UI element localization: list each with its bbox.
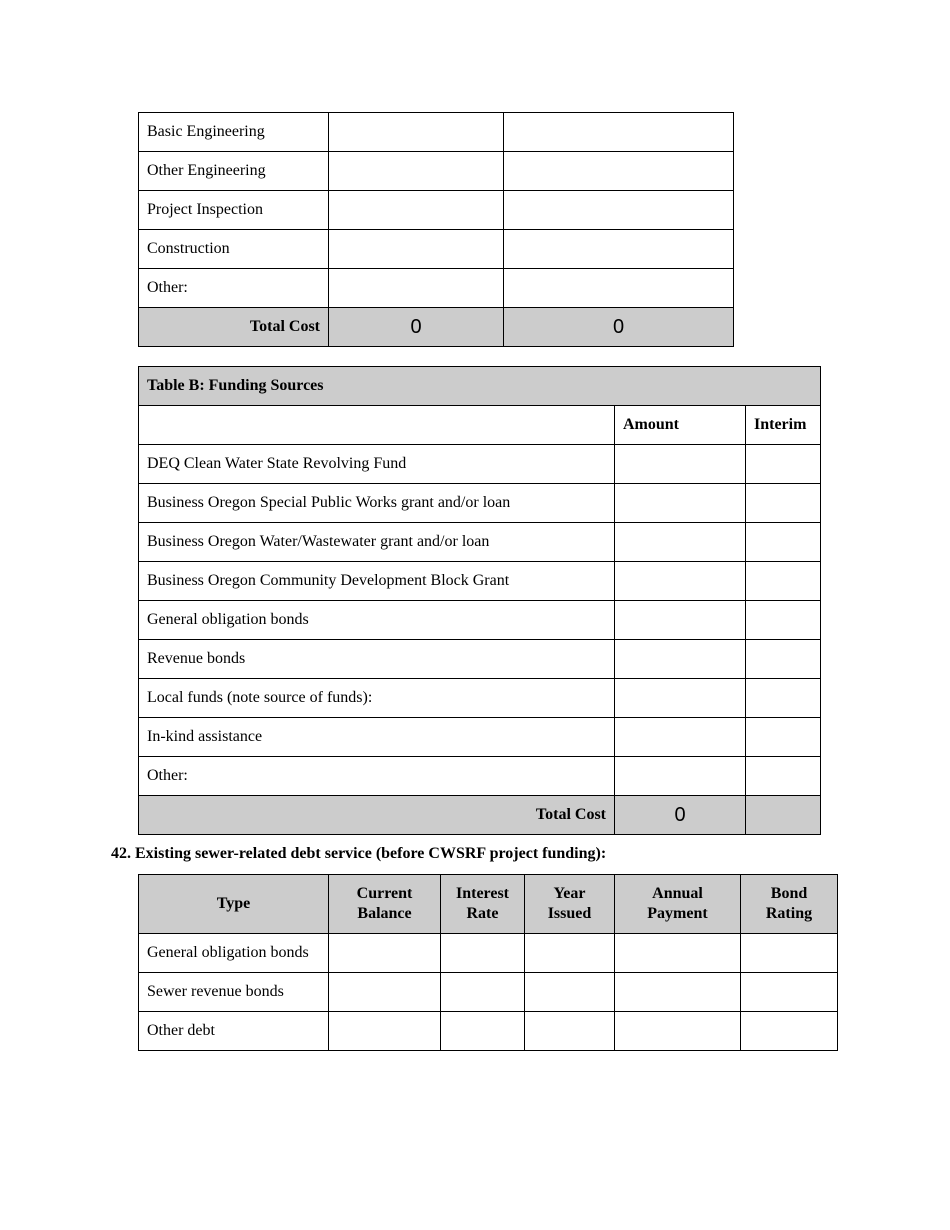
total-row [139,308,734,347]
row-label: DEQ Clean Water State Revolving Fund [139,445,615,484]
amount-cell[interactable] [615,562,746,601]
header-row [139,406,821,445]
input-cell[interactable] [329,934,441,973]
header-row [139,875,838,934]
interim-cell[interactable] [746,562,821,601]
table-row [139,230,734,269]
interim-cell[interactable] [746,718,821,757]
row-label: Project Inspection [139,191,329,230]
interim-cell[interactable] [746,757,821,796]
row-label: Revenue bonds [139,640,615,679]
input-cell[interactable] [741,934,838,973]
interim-cell[interactable] [746,523,821,562]
input-cell[interactable] [741,1012,838,1051]
row-label: Business Oregon Community Development Block Grant [139,562,615,601]
cost-cell[interactable] [504,230,734,269]
amount-cell[interactable] [615,445,746,484]
header-text: Bond [770,885,808,902]
amount-cell[interactable] [615,718,746,757]
header-text: Current [356,885,413,902]
input-cell[interactable] [329,1012,441,1051]
column-header-amount: Amount [615,406,746,445]
interim-cell[interactable] [746,601,821,640]
input-cell[interactable] [329,973,441,1012]
row-label: In-kind assistance [139,718,615,757]
project-cost-table [138,112,734,347]
header-text: Rating [765,905,813,922]
header-text: Interest [455,885,510,902]
table-row [139,269,734,308]
row-label: Basic Engineering [139,113,329,152]
funding-sources-table [138,366,821,835]
interim-cell[interactable] [746,484,821,523]
total-value: 0 [329,308,504,347]
amount-cell[interactable] [615,640,746,679]
header-text: Balance [357,905,412,922]
total-amount: 0 [615,796,746,835]
table-row [139,562,821,601]
table-row [139,1012,838,1051]
column-header-type [139,875,329,934]
table-row [139,718,821,757]
cost-cell[interactable] [329,152,504,191]
total-row [139,796,821,835]
total-interim [746,796,821,835]
input-cell[interactable] [441,973,525,1012]
column-header-current-balance [329,875,441,934]
input-cell[interactable] [615,1012,741,1051]
row-label: Construction [139,230,329,269]
row-label: Business Oregon Water/Wastewater grant and/or loan [139,523,615,562]
table-row [139,640,821,679]
header-text: Type [216,895,251,912]
row-label: Other Engineering [139,152,329,191]
input-cell[interactable] [525,934,615,973]
row-label: Sewer revenue bonds [139,973,329,1012]
column-header-annual-payment [615,875,741,934]
cost-cell[interactable] [329,230,504,269]
header-text: Issued [547,905,592,922]
cost-cell[interactable] [504,191,734,230]
cost-cell[interactable] [329,113,504,152]
row-label: Other: [139,269,329,308]
question-42-heading: 42. Existing sewer-related debt service (before CWSRF project funding): [111,845,607,862]
header-text: Payment [647,905,708,922]
table-row [139,113,734,152]
table-row [139,191,734,230]
header-text: Annual [652,885,703,902]
header-text: Rate [466,905,499,922]
cost-cell[interactable] [504,152,734,191]
interim-cell[interactable] [746,679,821,718]
total-label: Total Cost [139,308,329,347]
input-cell[interactable] [525,973,615,1012]
interim-cell[interactable] [746,640,821,679]
debt-service-table [138,874,838,1051]
table-row [139,523,821,562]
table-row [139,679,821,718]
table-row [139,757,821,796]
cost-cell[interactable] [504,269,734,308]
input-cell[interactable] [615,973,741,1012]
input-cell[interactable] [525,1012,615,1051]
table-row [139,973,838,1012]
amount-cell[interactable] [615,757,746,796]
header-text: Year [553,885,586,902]
column-header-bond-rating [741,875,838,934]
row-label: General obligation bonds [139,934,329,973]
column-header-interest-rate [441,875,525,934]
row-label: Local funds (note source of funds): [139,679,615,718]
amount-cell[interactable] [615,484,746,523]
interim-cell[interactable] [746,445,821,484]
cost-cell[interactable] [329,191,504,230]
total-value: 0 [504,308,734,347]
table-row [139,601,821,640]
table-row [139,445,821,484]
table-title-row [139,367,821,406]
cost-cell[interactable] [504,113,734,152]
total-label: Total Cost [139,796,615,835]
cost-cell[interactable] [329,269,504,308]
table-row [139,484,821,523]
amount-cell[interactable] [615,679,746,718]
amount-cell[interactable] [615,523,746,562]
row-label: Other debt [139,1012,329,1051]
column-header-interim: Interim [746,406,821,445]
row-label: General obligation bonds [139,601,615,640]
table-row [139,152,734,191]
header-blank [139,406,615,445]
input-cell[interactable] [741,973,838,1012]
input-cell[interactable] [441,934,525,973]
table-title: Table B: Funding Sources [139,367,821,406]
amount-cell[interactable] [615,601,746,640]
column-header-year-issued [525,875,615,934]
input-cell[interactable] [441,1012,525,1051]
input-cell[interactable] [615,934,741,973]
row-label: Other: [139,757,615,796]
row-label: Business Oregon Special Public Works grant and/or loan [139,484,615,523]
table-row [139,934,838,973]
